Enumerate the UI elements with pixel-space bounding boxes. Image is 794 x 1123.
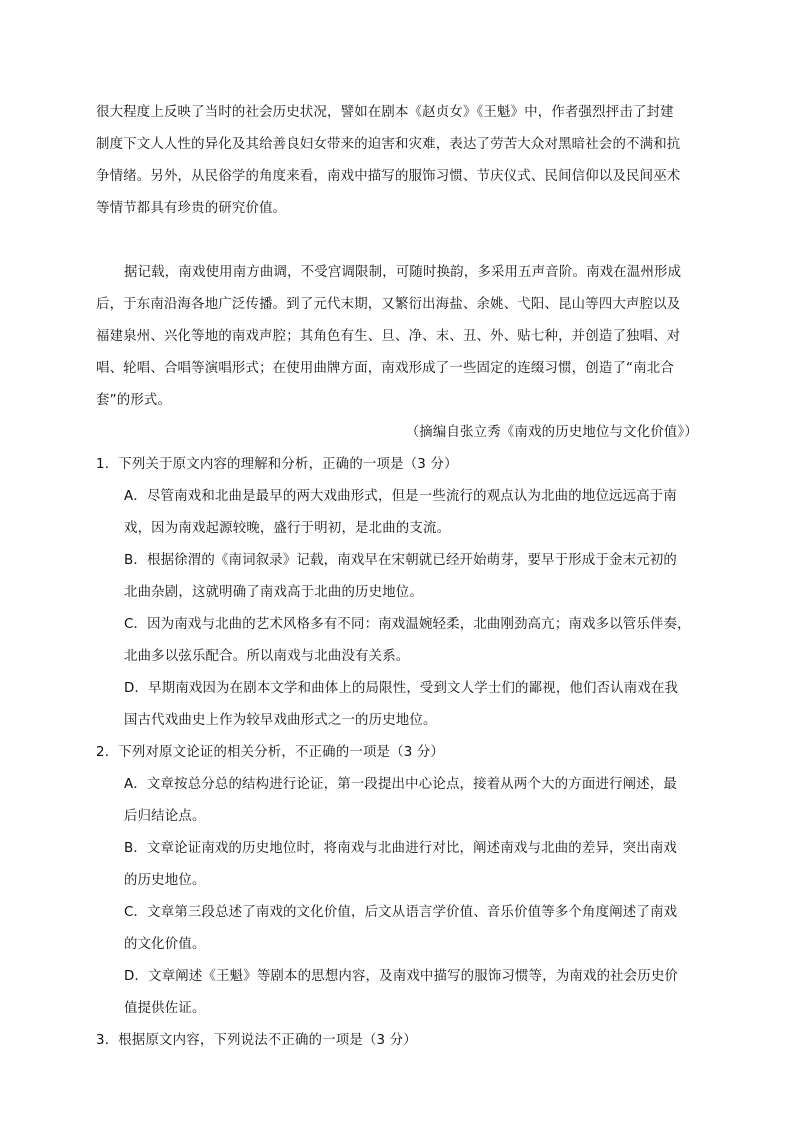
option-line: 的历史地位。 xyxy=(124,873,206,888)
question-stem: 2．下列对原文论证的相关分析，不正确的一项是（3 分） xyxy=(96,745,445,760)
passage-line: 等情节都具有珍贵的研究价值。 xyxy=(96,201,287,216)
option-line: A．文章按总分总的结构进行论证，第一段提出中心论点，接着从两个大的方面进行阐述，最 xyxy=(124,777,677,792)
option-line: 的文化价值。 xyxy=(124,937,206,952)
option-line: D．早期南戏因为在剧本文学和曲体上的局限性，受到文人学士们的鄙视，他们否认南戏在我 xyxy=(124,681,679,696)
passage-line: 后，于东南沿海各地广泛传播。到了元代末期，又繁衍出海盐、余姚、弋阳、昆山等四大声腔以及 xyxy=(96,297,681,312)
option-line: 后归结论点。 xyxy=(124,809,206,824)
passage-line: 很大程度上反映了当时的社会历史状况，譬如在剧本《赵贞女》《王魁》中，作者强烈抨击了封建 xyxy=(96,105,674,120)
option-line: 戏，因为南戏起源较晚，盛行于明初，是北曲的支流。 xyxy=(124,521,451,536)
passage-line: 套”的形式。 xyxy=(96,393,172,408)
question-stem: 3．根据原文内容，下列说法不正确的一项是（3 分） xyxy=(96,1033,417,1048)
option-line: C．因为南戏与北曲的艺术风格多有不同：南戏温婉轻柔，北曲刚劲高亢；南戏多以管乐伴奏， xyxy=(124,617,691,632)
question-stem: 1．下列关于原文内容的理解和分析，正确的一项是（3 分） xyxy=(96,457,458,472)
option-line: B．文章论证南戏的历史地位时，将南戏与北曲进行对比，阐述南戏与北曲的差异，突出南戏 xyxy=(124,841,678,856)
passage-line: 唱、轮唱、合唱等演唱形式；在使用曲牌方面，南戏形成了一些固定的连缀习惯，创造了“南北合 xyxy=(96,361,674,376)
passage-line: 制度下文人人性的异化及其给善良妇女带来的迫害和灾难，表达了劳苦大众对黑暗社会的不满和抗 xyxy=(96,137,681,152)
option-line: C．文章第三段总述了南戏的文化价值，后文从语言学价值、音乐价值等多个角度阐述了南戏 xyxy=(124,905,678,920)
option-line: 值提供佐证。 xyxy=(124,1001,206,1016)
passage-source: （摘编自张立秀《南戏的历史地位与文化价值》） xyxy=(405,425,698,440)
passage-line: 据记载，南戏使用南方曲调，不受宫调限制，可随时换韵，多采用五声音阶。南戏在温州形成 xyxy=(124,265,682,280)
option-line: B．根据徐渭的《南词叙录》记载，南戏早在宋朝就已经开始萌芽，要早于形成于金末元初的 xyxy=(124,553,678,568)
option-line: A．尽管南戏和北曲是最早的两大戏曲形式，但是一些流行的观点认为北曲的地位远远高于南 xyxy=(124,489,677,504)
option-line: D．文章阐述《王魁》等剧本的思想内容，及南戏中描写的服饰习惯等，为南戏的社会历史价 xyxy=(124,969,679,984)
option-line: 国古代戏曲史上作为较早戏曲形式之一的历史地位。 xyxy=(124,713,437,728)
passage-line: 争情绪。另外，从民俗学的角度来看，南戏中描写的服饰习惯、节庆仪式、民间信仰以及民间巫术 xyxy=(96,169,681,184)
passage-line: 福建泉州、兴化等地的南戏声腔；其角色有生、旦、净、末、丑、外、贴七种，并创造了独唱、对 xyxy=(96,329,681,344)
option-line: 北曲杂剧，这就明确了南戏高于北曲的历史地位。 xyxy=(124,585,423,600)
option-line: 北曲多以弦乐配合。所以南戏与北曲没有关系。 xyxy=(124,649,410,664)
